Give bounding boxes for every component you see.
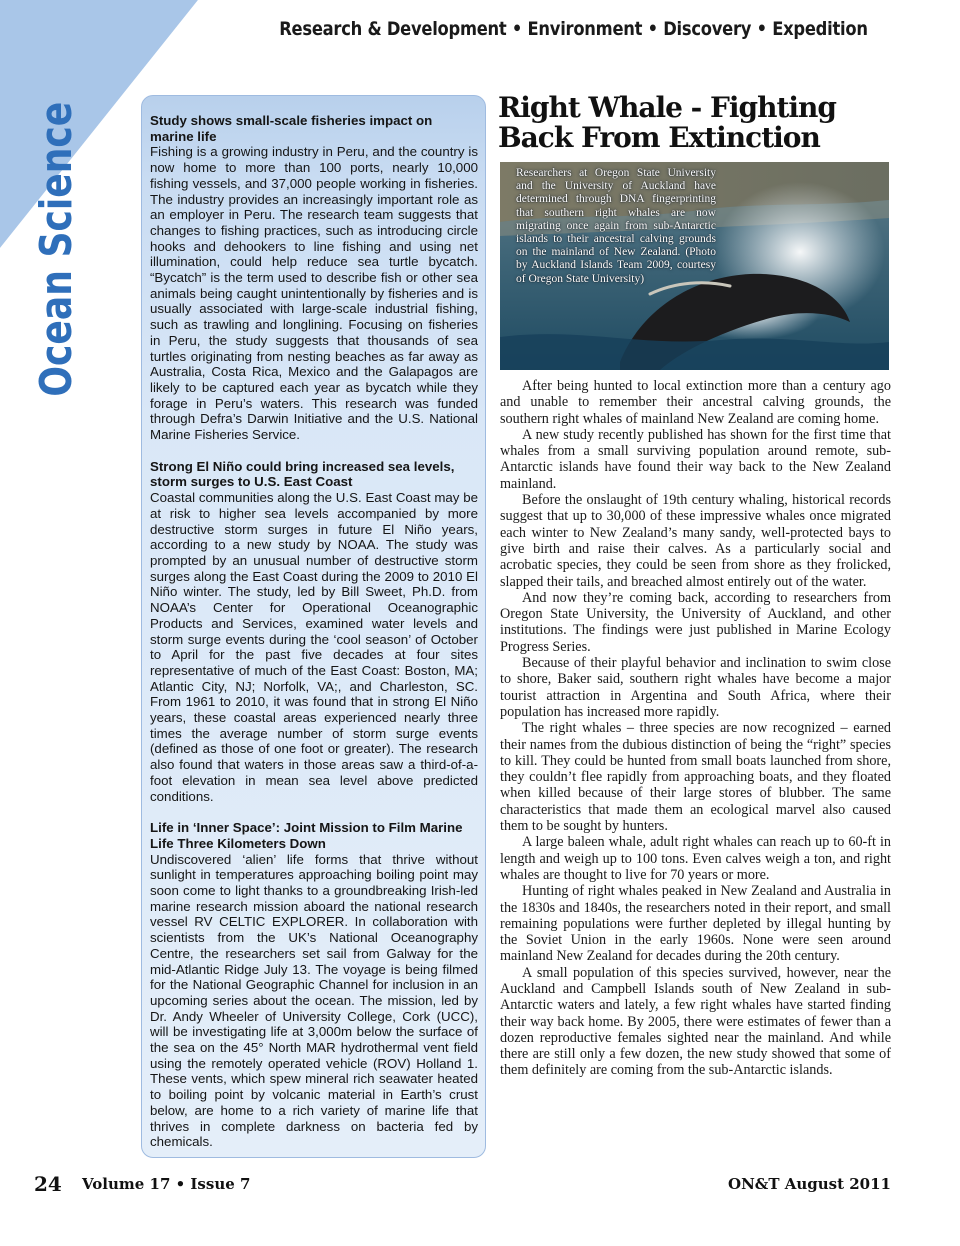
article-paragraph: After being hunted to local extinction more than a century ago and unable to remember their ancestral calving grounds, the southern right whales of mainland New Zealand are coming home.: [500, 378, 891, 427]
publication-date: ON&T August 2011: [728, 1175, 891, 1193]
sidebar-item-title: Life in ‘Inner Space’: Joint Mission to Film Marine Life Three Kilometers Down: [150, 820, 463, 851]
article-paragraph: A new study recently published has shown for the first time that whales from a small surviving population around remote, sub-Antarctic islands have found their way back to the New Zealand mainland.: [500, 426, 891, 492]
sidebar-item: [150, 459, 478, 804]
section-label-text: Ocean Science: [31, 101, 82, 397]
whale-photo: [500, 162, 889, 370]
article-title: Right Whale - Fighting Back From Extinction: [498, 91, 836, 154]
article-paragraph: The right whales – three species are now recognized – earned their names from the dubious distinction of being the “right” species to kill. They could be hunted from small boats launched from shore, they couldn’t flee rapidly from approaching boats, and they floated when killed because of their large stores of blubber. The same characteristics that made them an ecological marvel also caused them to be sought by hunters.: [500, 720, 891, 835]
photo-caption: Researchers at Oregon State University and the University of Auckland have determined through DNA fingerprinting that southern right whales are now migrating once again from sub-Antarctic islands to their ancestral calving grounds on the mainland of New Zealand. (Photo by Auckland Islands Team 2009, courtesy of Oregon State University): [516, 167, 716, 285]
sidebar-item: [150, 113, 478, 443]
sidebar-item: [150, 820, 478, 1150]
article-paragraph: And now they’re coming back, according to researchers from Oregon State University, the University of Auckland, and other institutions. The findings were just published in Marine Ecology Progress Series.: [500, 589, 891, 655]
sidebar-item-body: Coastal communities along the U.S. East Coast may be at risk to higher sea levels accompanied by more destructive storm surges in future El Niño years, according to a new study by NOAA. The study was prompted by an unusual number of destructive storm surges along the East Coast during the 2009 to 2010 El Niño winter. The study, led by Bill Sweet, Ph.D. from NOAA’s Center for Operational Oceanographic Products and Services, examined water levels and storm surge events during the ‘cool season’ of October to April for the past five decades at four sites representative of much of the East Coast: Boston, MA; Atlantic City, NJ; Norfolk, VA;, and Charleston, SC. From 1961 to 2010, it was found that in strong El Niño years, these coastal areas experienced nearly three times the average number of storm surge events (defined as those of one foot or greater). The research also found that waters in those areas saw a third-of-a-foot elevation in mean sea level above predicted conditions.: [150, 490, 478, 804]
sidebar-item-body: Fishing is a growing industry in Peru, and the country is now home to more than 100 ports, nearly 10,000 fishing vessels, and 37,000 people working in fisheries. The industry provides an increasingly important role as an employer in Peru. The research team suggests that changes to fishing practices, such as introducing circle hooks and dehookers to line fishing and using net illumination, could help reduce sea turtle bycatch. “Bycatch” is the term used to describe fish or other sea animals being caught unintentionally by fisheries and is usually associated with large-scale industrial fishing, such as trawling and longlining. Focusing on fisheries in Peru, the study suggests that thousands of sea turtles originating from nesting beaches as far away as Australia, Costa Rica, Mexico and the Galapagos are likely to be captured each year as bycatch while they forage in Peru’s waters. This research was funded through Defra’s Darwin Initiative and the U.S. National Marine Fisheries Service.: [150, 144, 478, 443]
article-paragraph: A small population of this species survived, however, near the Auckland and Campbell Islands south of New Zealand in sub-Antarctic waters and lately, a few right whales have started finding their way back home. By 2005, there were estimates of fewer than a dozen reproductive females sighted near the mainland. And while there are still only a few dozen, the new study showed that some of them definitely are coming from the sub-Antarctic islands.: [500, 964, 891, 1079]
page-number: 24: [34, 1172, 62, 1196]
sidebar-item-title: Study shows small-scale fisheries impact on marine life: [150, 113, 433, 144]
sidebar-item-body: Undiscovered ‘alien’ life forms that thrive without sunlight in temperatures approaching boiling point may soon come to light thanks to a groundbreaking Irish-led marine research mission aboard the national research vessel RV CELTIC EXPLORER. In collaboration with scientists from the UK’s National Oceanography Centre, the researchers set sail from Galway for the mid-Atlantic Ridge July 13. The voyage is being filmed for the National Geographic Channel for inclusion in an upcoming series about the ocean. The mission, led by Dr. Andy Wheeler of University College, Cork (UCC), will be investigating life at 3,000m below the surface of the sea on the 45° North MAR hydrothermal vent field using the remotely operated vehicle (ROV) Holland 1. These vents, which spew mineral rich seawater heated to boiling point by volcanic material in Earth’s crust below, are home to a rich variety of marine life that thrives in complete darkness on bacteria fed by chemicals.: [150, 851, 478, 1150]
article-paragraph: Because of their playful behavior and inclination to swim close to shore, Baker said, southern right whales have become a major tourist attraction in Argentina and South Africa, where their population has increased more rapidly.: [500, 655, 891, 720]
article-paragraph: Hunting of right whales peaked in New Zealand and Australia in the 1830s and 1840s, the researchers noted in their report, and small remaining populations were further depleted by illegal hunting by the Soviet Union in the early 1960s. None were seen around mainland New Zealand for decades during the 20th century.: [500, 883, 891, 965]
header-topics: Research & Development • Environment • Discovery • Expedition: [279, 18, 868, 40]
sidebar-item-title: Strong El Niño could bring increased sea levels, storm surges to U.S. East Coast: [150, 458, 455, 490]
news-sidebar: [141, 95, 486, 1158]
article-paragraph: A large baleen whale, adult right whales can reach up to 60-ft in length and weigh up to 100 tons. Even calves weigh a ton, and right whales are thought to live for 70 years or more.: [500, 834, 891, 883]
article-paragraph: Before the onslaught of 19th century whaling, historical records suggest that up to 30,000 of these impressive whales once migrated each winter to New Zealand’s many sandy, well-protected bays to give birth and raise their calves. As a particularly social and acrobatic species, they could be seen from shore as they frolicked, slapped their tails, and breached almost entirely out of the water.: [500, 492, 891, 590]
issue-info: Volume 17 • Issue 7: [82, 1175, 251, 1193]
article-body: [500, 378, 891, 1079]
section-label: [30, 79, 84, 429]
